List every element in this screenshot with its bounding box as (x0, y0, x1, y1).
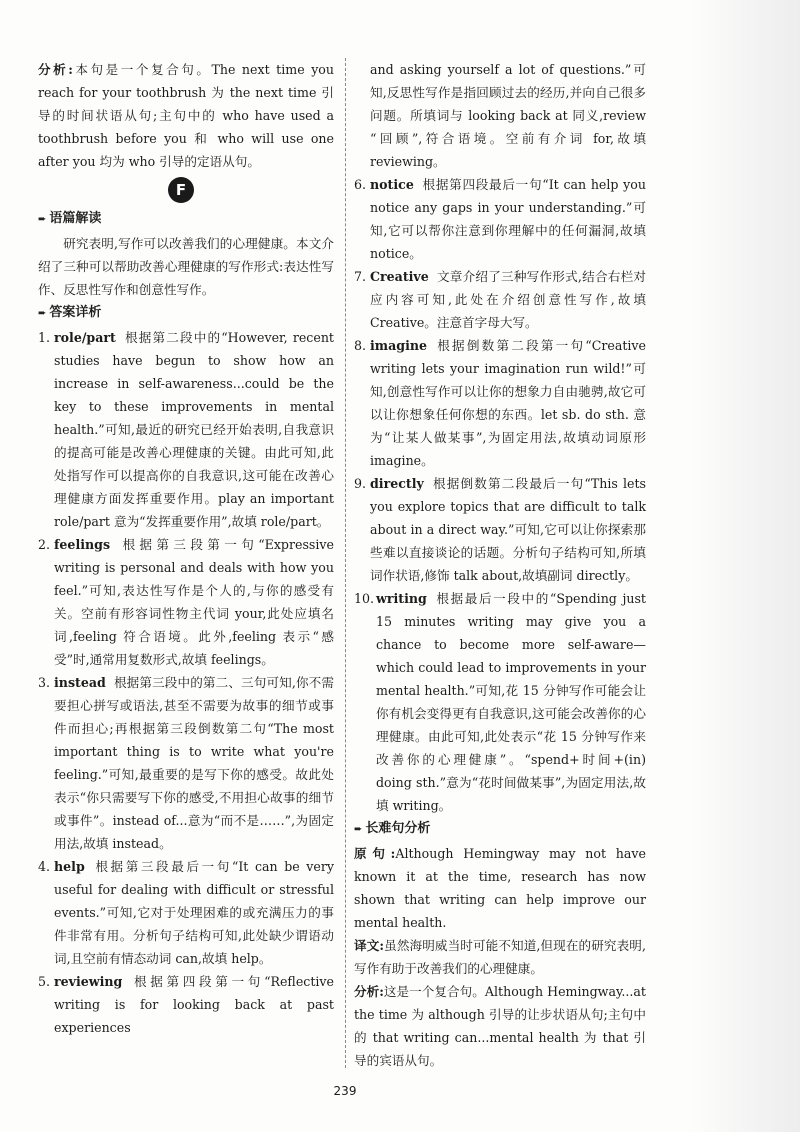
answer-number: 5. (38, 974, 51, 989)
answer-explanation: 根据倒数第二段第一句“Creative writing lets your imagination run wild!”可知,创意性写作可以让你的想象力自由驰骋,故它可以让你想象任何你想的东西。let sb. do sth. 意为“让某人做某事”,为固定用法,故填动词原形 imagine。 (370, 338, 646, 468)
answer-item (38, 533, 334, 671)
answer-keyword: feelings (54, 537, 111, 552)
answer-body (370, 173, 646, 265)
answers-heading-text: 答案详析 (49, 305, 102, 320)
answer-keyword: instead (54, 675, 106, 690)
answer-item (354, 334, 646, 472)
answer-number: 1. (38, 330, 51, 345)
answer-item (354, 173, 646, 265)
section-badge: F (168, 177, 194, 203)
answer-keyword: writing (376, 591, 427, 606)
passage-heading-text: 语篇解读 (49, 211, 102, 226)
right-column (354, 58, 646, 1072)
answer-number: 9. (354, 476, 367, 491)
intro-text: 本句是一个复合句。The next time you reach for your toothbrush 为 the next time 引导的时间状语从句;主句中的 who have used a toothbrush before you 和 who will use one after you 均为 who 引导的定语从句。 (38, 62, 334, 169)
answer-keyword: role/part (54, 330, 116, 345)
answer-item (38, 326, 334, 533)
original-sentence (354, 842, 646, 934)
original-label: 原句: (354, 846, 396, 861)
answers-heading (38, 301, 334, 326)
answer-number: 6. (354, 177, 367, 192)
column-divider (345, 58, 346, 1068)
answer-body (54, 855, 334, 970)
answer-explanation: 根据倒数第二段最后一句“This lets you explore topics that are difficult to talk about in a direct way.”可知,它可以让你探索那些难以直接谈论的话题。分析句子结构可知,所填词作状语,修饰 talk about,故填副词 directly。 (370, 476, 646, 583)
answer-body (54, 326, 334, 533)
section-badge-row (38, 173, 334, 207)
answer-item (354, 587, 646, 817)
answer-keyword: reviewing (54, 974, 123, 989)
intro-label: 分析: (38, 62, 73, 77)
translation-label: 译文: (354, 938, 385, 953)
answer-item-continuation (354, 58, 646, 173)
answer-number: 3. (38, 675, 51, 690)
answer-explanation: 根据最后一段中的“Spending just 15 minutes writing may give you a chance to become more self-aware—which could lead to improvements in your mental health.”可知,花 15 分钟写作可能会让你有机会变得更有自我意识,这可能会改善你的心理健康。由此可知,此处表示“花 15 分钟写作来改善你的心理健康”。“spend+时间+(in) doing sth.”意为“花时间做某事”,为固定用法,故填 writing。 (376, 591, 646, 813)
intro-analysis (38, 58, 334, 173)
arrow-icon: ➨ (38, 214, 47, 225)
answer-keyword: directly (370, 476, 424, 491)
passage-text: 研究表明,写作可以改善我们的心理健康。本文介绍了三种可以帮助改善心理健康的写作形式:表达性写作、反思性写作和创意性写作。 (38, 236, 334, 297)
answer-keyword: notice (370, 177, 414, 192)
answer-body (370, 334, 646, 472)
long-sentence-heading-text: 长难句分析 (365, 821, 431, 836)
answer-body (54, 671, 334, 855)
arrow-icon: ➨ (354, 824, 363, 835)
answer-body (376, 587, 646, 817)
answer-body (370, 265, 646, 334)
answer-body (370, 472, 646, 587)
analysis-text: 这是一个复合句。Although Hemingway...at the time 为 although 引导的让步状语从句;主句中的 that writing can...mental health 为 that 引导的宾语从句。 (354, 984, 646, 1068)
answer-number: 7. (354, 269, 367, 284)
long-sentence-heading (354, 817, 646, 842)
page-number: 239 (333, 1084, 357, 1098)
answer-explanation: 文章介绍了三种写作形式,结合右栏对应内容可知,此处在介绍创意性写作,故填 Creative。注意首字母大写。 (370, 269, 646, 330)
answer-item (354, 472, 646, 587)
answer-number: 4. (38, 859, 51, 874)
passage-heading (38, 207, 334, 232)
answer-keyword: help (54, 859, 85, 874)
page-edge-shading (690, 0, 800, 1132)
answer-item (38, 671, 334, 855)
answer-item (38, 855, 334, 970)
answer-item (354, 265, 646, 334)
answer-explanation: 根据第三段最后一句“It can be very useful for dealing with difficult or stressful events.”可知,它对于处理困难的或充满压力的事件非常有用。分析句子结构可知,此处缺少谓语动词,且空前有情态动词 can,故填 help。 (54, 859, 334, 966)
answer-keyword: Creative (370, 269, 429, 284)
answer-explanation: and asking yourself a lot of questions.”可知,反思性写作是指回顾过去的经历,并向自己很多问题。所填词与 looking back at 同义,review “回顾”,符合语境。空前有介词 for,故填 reviewing。 (370, 62, 646, 169)
original-text: Although Hemingway may not have known it at the time, research has now shown that writing can help improve our mental health. (354, 846, 646, 930)
answer-number: 8. (354, 338, 367, 353)
left-column (38, 58, 334, 1039)
answer-explanation: 根据第四段第一句“Reflective writing is for looking back at past experiences (54, 974, 334, 1035)
translation-text: 虽然海明威当时可能不知道,但现在的研究表明,写作有助于改善我们的心理健康。 (354, 938, 646, 976)
answer-explanation: 根据第三段中的第二、三句可知,你不需要担心拼写或语法,甚至不需要为故事的细节或事件而担心;再根据第三段倒数第二句“The most important thing is to write what you're feeling.”可知,最重要的是写下你的感受。故此处表示“你只需要写下你的感受,不用担心故事的细节或事件”。instead of...意为“而不是……”,为固定用法,故填 instead。 (54, 675, 334, 851)
answer-item (38, 970, 334, 1039)
answer-explanation: 根据第四段最后一句“It can help you notice any gaps in your understanding.”可知,它可以帮你注意到你理解中的任何漏洞,故填 notice。 (370, 177, 646, 261)
sentence-analysis (354, 980, 646, 1072)
translation (354, 934, 646, 980)
arrow-icon: ➨ (38, 308, 47, 319)
answer-body (54, 533, 334, 671)
answer-keyword: imagine (370, 338, 428, 353)
answer-number: 2. (38, 537, 51, 552)
answer-explanation: 根据第二段中的“However, recent studies have begun to show how an increase in self-awareness...could be the key to these improvements in mental health.”可知,最近的研究已经开始表明,自我意识的提高可能是改善心理健康的关键。由此可知,此处指写作可以提高你的自我意识,这可能在改善心理健康方面发挥重要作用。play an important role/part 意为“发挥重要作用”,故填 role/part。 (54, 330, 334, 529)
analysis-label: 分析: (354, 984, 384, 999)
answer-explanation: 根据第三段第一句“Expressive writing is personal and deals with how you feel.”可知,表达性写作是个人的,与你的感受有关。空前有形容词性物主代词 your,此处应填名词,feeling 符合语境。此外,feeling 表示“感受”时,通常用复数形式,故填 feelings。 (54, 537, 334, 667)
answer-number: 10. (354, 591, 375, 606)
answer-body (54, 970, 334, 1039)
